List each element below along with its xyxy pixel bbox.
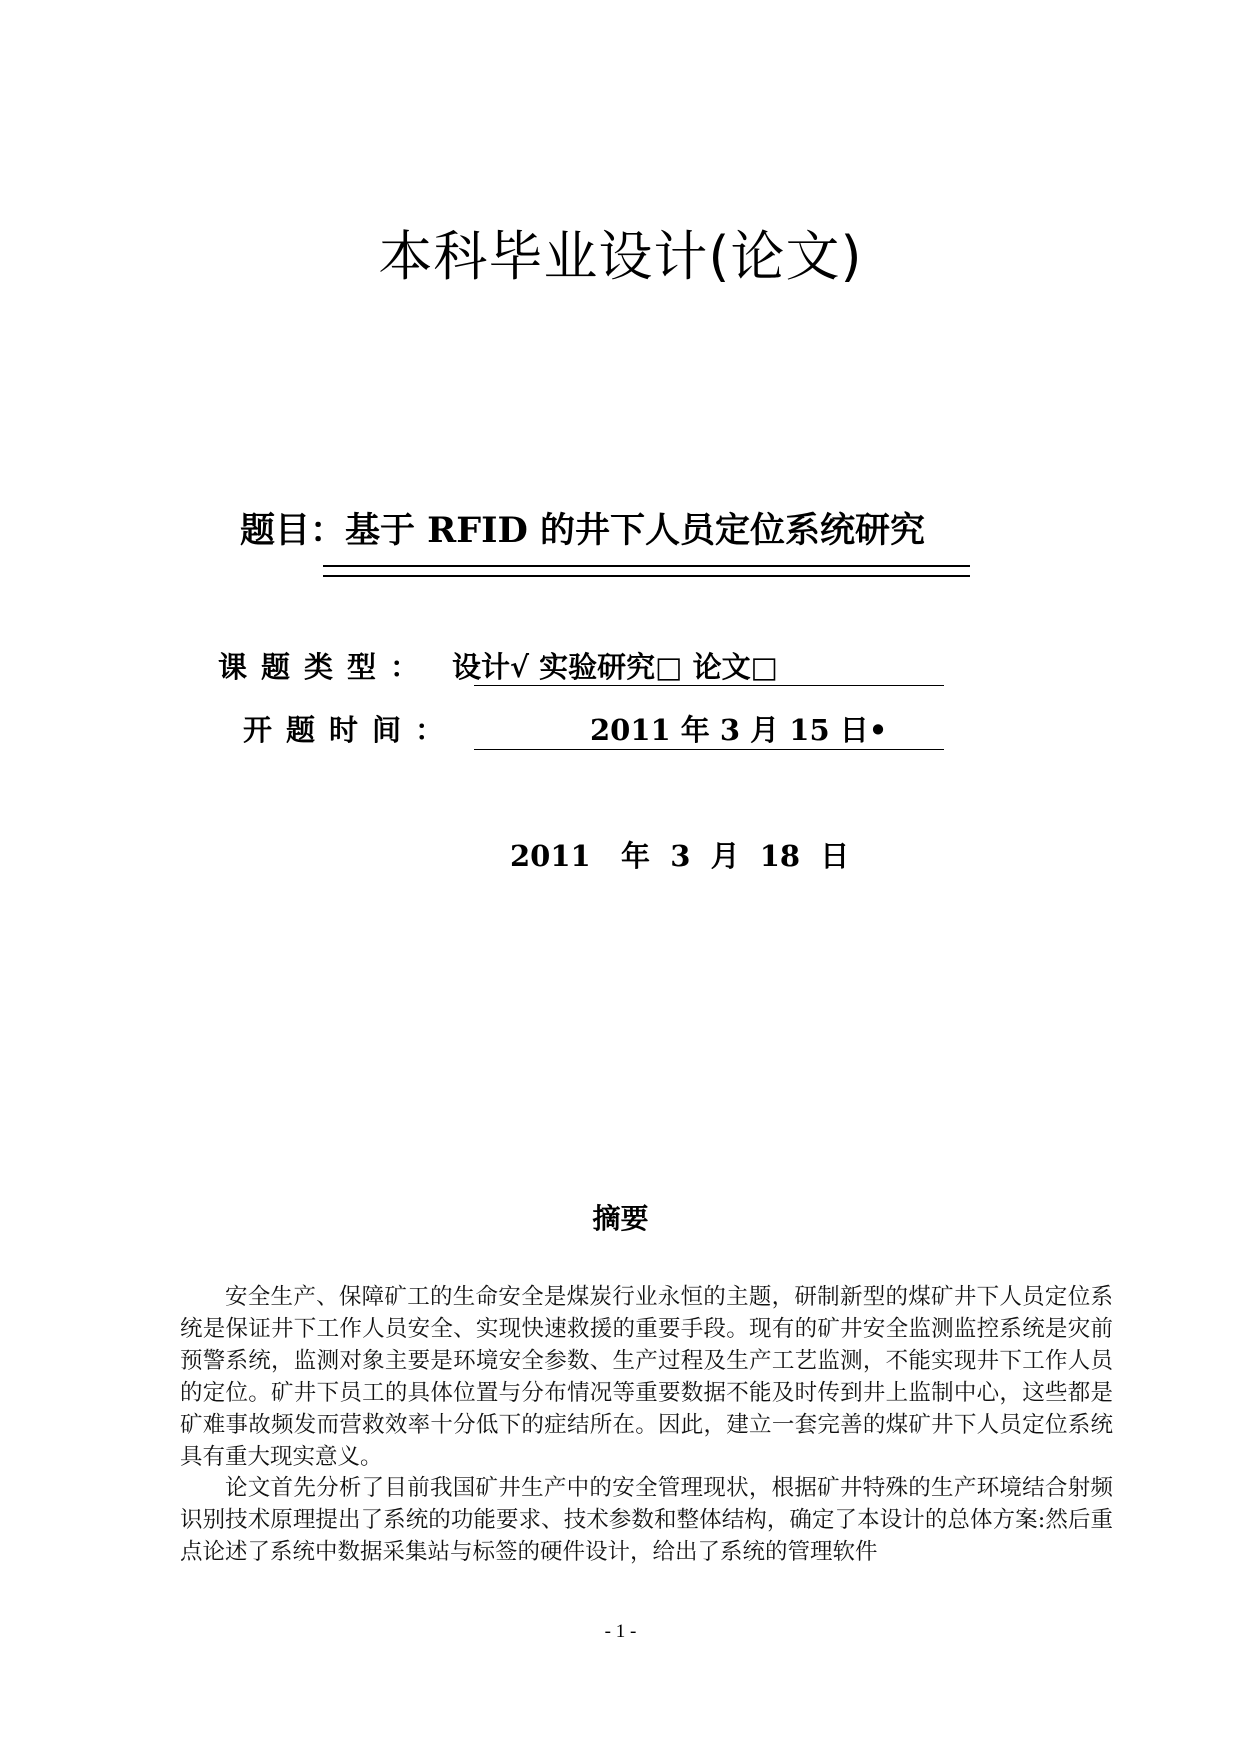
abstract-paragraph: 安全生产、保障矿工的生命安全是煤炭行业永恒的主题，研制新型的煤矿井下人员定位系统是保证井下工作人员安全、实现快速救援的重要手段。现有的矿井安全监测监控系统是灾前预警系统，监测对象主要是环境安全参数、生产过程及生产工艺监测，不能实现井下工作人员的定位。矿井下员工的具体位置与分布情况等重要数据不能及时传到井上监制中心，这些都是矿难事故频发而营救效率十分低下的症结所在。因此，建立一套完善的煤矿井下人员定位系统具有重大现实意义。	[180, 1284, 1113, 1470]
abstract-paragraph: 论文首先分析了目前我国矿井生产中的安全管理现状，根据矿井特殊的生产环境结合射频识别技术原理提出了系统的功能要求、技术参数和整体结构，确定了本设计的总体方案:然后重点论述了系统中数据采集站与标签的硬件设计，给出了系统的管理软件	[180, 1475, 1113, 1566]
proposal-time-label: 开题时间：	[243, 713, 459, 747]
proposal-time-value: 2011 年 3 月 15 日•	[590, 713, 888, 747]
thesis-topic: 题目：基于 RFID 的井下人员定位系统研究	[240, 510, 926, 551]
submission-date: 2011 年 3 月 18 日	[510, 839, 850, 873]
page-number: - 1 -	[604, 1621, 637, 1642]
project-type-label: 课题类型：	[218, 650, 434, 684]
proposal-time-underline	[474, 749, 944, 750]
project-type-value: 设计√ 实验研究□ 论文□	[452, 650, 779, 684]
project-type-underline	[474, 685, 944, 686]
topic-underline-top	[323, 565, 970, 567]
abstract-heading: 摘要	[592, 1202, 649, 1235]
abstract-body	[180, 1282, 1113, 1569]
topic-underline-bottom	[323, 575, 970, 577]
document-title: 本科毕业设计(论文)	[378, 225, 863, 288]
